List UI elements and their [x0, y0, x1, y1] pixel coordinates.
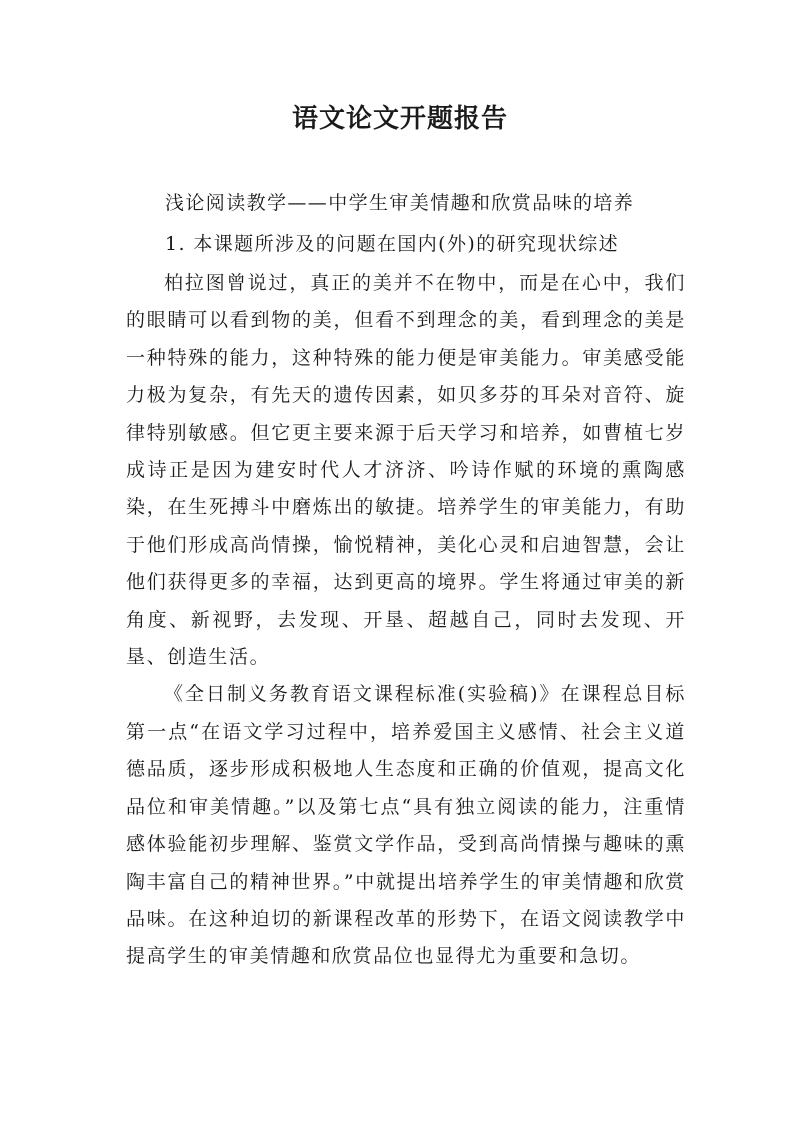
body-paragraph: 柏拉图曾说过，真正的美并不在物中，而是在心中，我们的眼睛可以看到物的美，但看不到理念的美，看到理念的美是一种特殊的能力，这种特殊的能力便是审美能力。审美感受能力极为复杂，有先天的遗传因素，如贝多芬的耳朵对音符、旋律特别敏感。但它更主要来源于后天学习和培养，如曹植七岁成诗正是因为建安时代人才济济、吟诗作赋的环境的熏陶感染，在生死搏斗中磨炼出的敏捷。培养学生的审美能力，有助于他们形成高尚情操，愉悦精神，美化心灵和启迪智慧，会让他们获得更多的幸福，达到更高的境界。学生将通过审美的新角度、新视野，去发现、开垦、超越自己，同时去发现、开垦、创造生活。: [126, 272, 686, 669]
body-paragraph: 《全日制义务教育语文课程标准(实验稿)》在课程总目标第一点“在语文学习过程中，培养爱国主义感情、社会主义道德品质，逐步形成积极地人生态度和正确的价值观，提高文化品位和审美情趣。”以及第七点“具有独立阅读的能力，注重情感体验能初步理解、鉴赏文学作品，受到高尚情操与趣味的熏陶丰富自己的精神世界。”中就提出培养学生的审美情趣和欣赏品味。在这种迫切的新课程改革的形势下，在语文阅读教学中提高学生的审美情趣和欣赏品位也显得尤为重要和急切。: [126, 683, 686, 968]
document-body: [126, 265, 686, 976]
section-heading: 1. 本课题所涉及的问题在国内(外)的研究现状综述: [165, 233, 619, 255]
document-title: 语文论文开题报告: [291, 104, 508, 134]
document-subtitle: 浅论阅读教学——中学生审美情趣和欣赏品味的培养: [165, 192, 635, 214]
